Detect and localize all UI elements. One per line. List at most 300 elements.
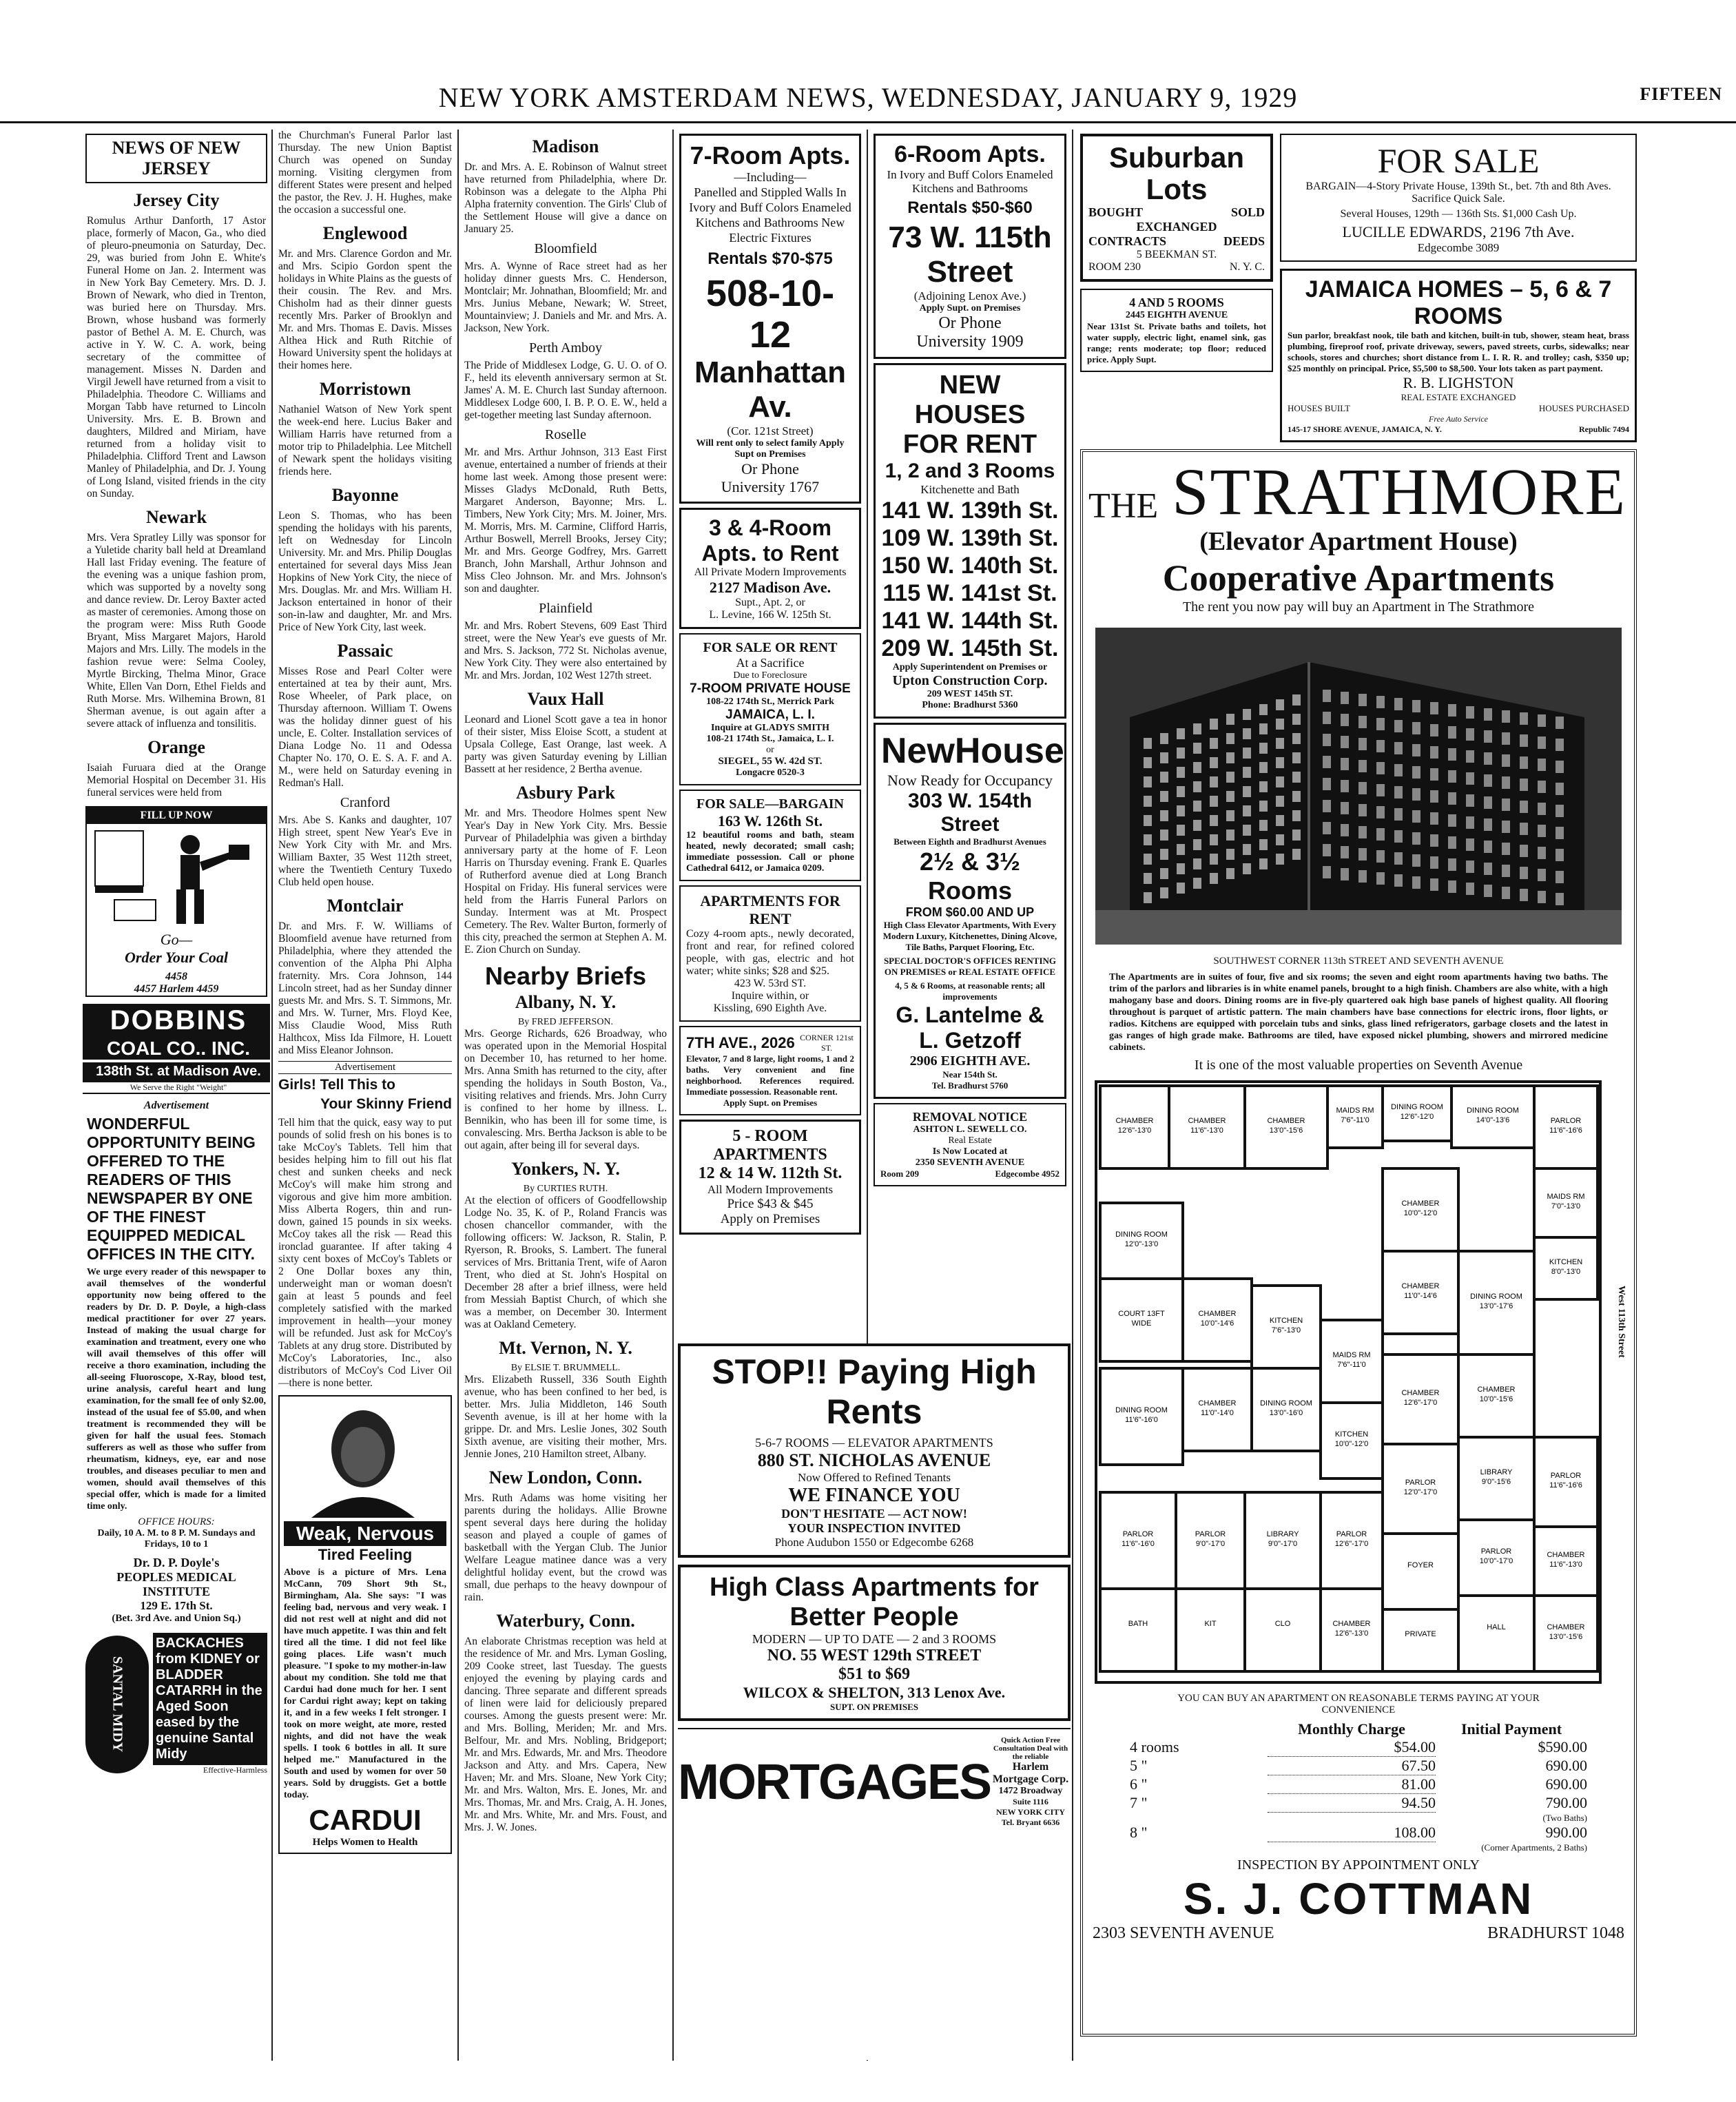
heading-montclair: Montclair	[327, 896, 404, 916]
mortgages-tel: Tel. Bryant 6636	[1001, 1817, 1060, 1827]
plan-room	[1245, 1589, 1321, 1671]
window	[1556, 893, 1564, 905]
window	[1556, 739, 1564, 751]
window	[1538, 714, 1546, 727]
suburban-sold: SOLD	[1230, 205, 1265, 219]
plan-room	[1100, 1589, 1176, 1671]
article-bloomfield: Mrs. A. Wynne of Race street had as her holiday dinner guests Mrs. C. Henderson, Montclair; Mr. Johnathan, Bloomfield; Mr. and Mrs. Junius Mebane, Newark; W. Street, Mountainview; J. Daniels and Mr. and Mrs. A. Jackson, New York.	[464, 260, 667, 334]
seventh-apply: Apply Supt. on Premises	[723, 1098, 818, 1108]
ad-jamaica-homes	[1280, 269, 1637, 442]
window	[1276, 699, 1284, 710]
newhouse-firm-2: L. Getzoff	[919, 1028, 1021, 1053]
window	[1341, 780, 1349, 792]
window	[1292, 830, 1301, 841]
window	[1259, 801, 1268, 812]
sale-addr: 108-22 174th St., Merrick Park	[706, 697, 834, 707]
five-apply: Apply on Premises	[720, 1212, 820, 1226]
six-adj: (Adjoining Lenox Ave.)	[913, 289, 1026, 302]
plan-room-label: CLO	[1274, 1620, 1291, 1628]
coal-phone-2: 4457 Harlem 4459	[134, 983, 219, 995]
house-address: 115 W. 141st St.	[882, 580, 1057, 606]
jamaica-text: Sun parlor, breakfast nook, tile bath and kitchen, built-in tub, shower, steam heat, brass plumbing, fireproof roof, private driveway, sewers, paved streets, curbs, sidewalks; near schools, stores and churches; short distance from L. I. R. R. and trolley; cash, $350 up; $25 monthly on principal. Price, $5,500 to $8,500. Your lots taken as part payment.	[1288, 330, 1629, 373]
santal-logo: SANTAL MIDY	[85, 1636, 149, 1773]
window	[1259, 743, 1268, 754]
bargain-addr: 163 W. 126th St.	[717, 812, 823, 830]
sale-phone: Longacre 0520-3	[736, 767, 805, 778]
plan-street-label: West 113th Street	[1616, 1286, 1626, 1358]
apts-text: Cozy 4-room apts., newly decorated, front and rear, for refined colored people, with gas, electric and hot water; white sinks; $28 and $25.	[686, 928, 854, 977]
window	[1376, 740, 1385, 752]
newhouse-tel: Tel. Bradhurst 5760	[931, 1080, 1009, 1091]
window	[1323, 690, 1331, 702]
price-initial: 690.00	[1545, 1775, 1587, 1793]
window	[1484, 863, 1492, 875]
plan-room-label: DINING ROOM 12'6"-12'0	[1391, 1103, 1443, 1121]
window	[1292, 694, 1301, 705]
window	[1556, 805, 1564, 817]
forsale-agent: LUCILLE EDWARDS, 2196 7th Ave.	[1342, 223, 1575, 240]
sale-prop: 7-ROOM PRIVATE HOUSE	[690, 681, 851, 696]
six-apply: Apply Supt. on Premises	[919, 303, 1021, 313]
window	[1430, 834, 1438, 847]
plan-room-label: CHAMBER 10'0"-14'6	[1198, 1310, 1237, 1328]
window	[1323, 756, 1331, 768]
suburban-addr: 5 BEEKMAN ST.	[1136, 249, 1217, 260]
plan-room-label: FOYER	[1407, 1561, 1434, 1569]
window	[1292, 810, 1301, 821]
advertisement-label: Advertisement	[143, 1100, 209, 1111]
heading-vaux-hall: Vaux Hall	[527, 689, 604, 709]
window	[1177, 786, 1185, 797]
window	[1466, 794, 1474, 807]
window	[1502, 710, 1510, 723]
ad-apartments-for-rent	[679, 885, 861, 1022]
strathmore-sub: (Elevator Apartment House)	[1199, 527, 1518, 556]
six-phone: University 1909	[916, 333, 1024, 351]
highclass-agent: WILCOX & SHELTON, 313 Lenox Ave.	[743, 1684, 1006, 1701]
plan-room-label: MAIDS RM 7'0"-13'0	[1547, 1193, 1585, 1210]
window	[1259, 762, 1268, 773]
dobbins-ad	[83, 1004, 270, 1094]
window	[1358, 870, 1367, 883]
window	[1144, 815, 1152, 826]
article-perth-amboy: The Pride of Middlesex Lodge, G. U. O. of O. F., held its eleventh anniversary sermon at St. James' A. M. E. Church last Sunday afternoon. Middlesex Lodge 600, I. B. P. O. E. W., held a get-together meeting last Sunday afternoon.	[464, 360, 667, 421]
suburban-room: ROOM 230	[1088, 261, 1141, 273]
plan-room-label: LIBRARY 9'0"-15'6	[1480, 1468, 1513, 1486]
institute-name: PEOPLES MEDICAL INSTITUTE	[116, 1570, 236, 1598]
window	[1502, 754, 1510, 767]
window	[1193, 839, 1201, 850]
column-4	[675, 130, 865, 1337]
window	[1484, 730, 1492, 743]
byline-yonkers: By CURTIES RUTH.	[523, 1184, 608, 1194]
window	[1292, 733, 1301, 744]
seven-street: Manhattan Av.	[694, 356, 846, 424]
window	[1394, 830, 1403, 843]
removal-room: Room 209	[880, 1168, 919, 1179]
window	[1520, 779, 1528, 791]
window	[1276, 776, 1284, 787]
window	[1538, 781, 1546, 793]
strathmore-coop: Cooperative Apartments	[1162, 557, 1555, 599]
window	[1226, 772, 1234, 783]
suburban-exchanged: EXCHANGED	[1136, 220, 1217, 234]
window	[1323, 822, 1331, 834]
article-bayonne: Leon S. Thomas, who has been spending the holidays with his parents, left on Wednesday for Lincoln University. Mr. and Mrs. Philip Douglas entertained for several days Miss Jean Hopkins of New York City, the niece of Mrs. Douglas. Mr. and Mrs. William H. Jackson entertained in honor of their son-in-law and daughter, Mr. and Mrs. Price of New York City, last week.	[278, 510, 452, 633]
window	[1144, 873, 1152, 884]
plan-room-label: CHAMBER 11'6"-13'0	[1547, 1551, 1585, 1569]
houses-head-2: FOR RENT	[902, 430, 1037, 459]
strathmore-terms: YOU CAN BUY AN APARTMENT ON REASONABLE TERMS PAYING AT YOUR CONVENIENCE	[1177, 1693, 1540, 1715]
article-montclair: Dr. and Mrs. F. W. Williams of Bloomfield avenue have returned from Philadelphia, where they attended the convention of the Alpha Phi Alpha fraternity. Mrs. Cora Johnson, 144 Lincoln street, had as her Sunday dinner guests Mr. and Mrs. S. T. Simmons, Mr. and Mrs. W. Turner, Mrs. Floyd Kee, Miss Claudie Wood, Miss Ruth Halthcox, Miss Ida Filmore, H. Louett and Miss Eleanor Johnson.	[278, 920, 452, 1056]
sale-or: or	[766, 745, 774, 755]
window	[1193, 801, 1201, 812]
stop-addr: 880 ST. NICHOLAS AVENUE	[757, 1450, 991, 1470]
four-text: Near 131st St. Private baths and toilets, hot water supply, electric light, enamel sink, gas range; rents moderate; top floor; reduced price. Apply Supt.	[1087, 321, 1266, 364]
masthead	[0, 81, 1736, 117]
window	[1484, 796, 1492, 809]
window	[1430, 768, 1438, 781]
newhouse-text: High Class Elevator Apartments, With Every Modern Luxury, Kitchenettes, Dining Alcove, Tile Baths, Parquet Flooring, Etc.	[882, 920, 1057, 952]
window	[1144, 892, 1152, 903]
house-address: 150 W. 140th St.	[881, 553, 1059, 579]
highclass-price: $51 to $69	[838, 1665, 910, 1683]
window	[1430, 724, 1438, 736]
window	[1448, 726, 1456, 739]
wide-ads	[678, 1343, 1071, 2060]
mortgages-head: MORTGAGES	[678, 1754, 991, 1810]
mortgages-suite: Suite 1116	[1013, 1797, 1048, 1806]
coal-order: Order Your Coal	[125, 949, 228, 966]
coal-go: Go—	[160, 931, 193, 948]
newhouse-near: Near 154th St.	[942, 1069, 998, 1080]
window	[1177, 844, 1185, 855]
four-head: 4 AND 5 ROOMS	[1129, 296, 1224, 309]
plan-room-label: MAIDS RM 7'6"-11'0	[1332, 1351, 1371, 1369]
dobbins-address: 138th St. at Madison Ave.	[83, 1062, 270, 1081]
heading-bayonne: Bayonne	[331, 485, 399, 505]
window	[1160, 791, 1168, 802]
window	[1341, 758, 1349, 770]
strathmore-addr: 2303 SEVENTH AVENUE	[1093, 1924, 1274, 1942]
price-monthly: 94.50	[1268, 1794, 1436, 1813]
window	[1520, 845, 1528, 857]
window	[1466, 861, 1474, 873]
window	[1484, 752, 1492, 765]
window	[1226, 849, 1234, 860]
article-skinny: Tell him that the quick, easy way to put pounds of solid fresh on his bones is to take McCoy's Tablets. Tell him that besides helping him to fill out his flat chest and sunken cheeks and neck McCoy's will make him strong and vigorous and give him more ambition. Miss Alberta Rogers, thin and run-down, gained 15 pounds in six weeks. McCoy takes all the risk — Read this ironclad guarantee. If after taking 4 sixty cent boxes of McCoy's Tablets or 2 One Dollar boxes any thin, underweight man or woman doesn't gain at least 5 pounds and feel completely satisfied with the marked improvement in health—your money will be refunded. Just ask for McCoy's Tablets at any drug store. Distributed by McCoy's Laboratories, Inc., also distributors of McCoy's Cod Liver Oil—there is none better.	[278, 1117, 452, 1389]
window	[1358, 738, 1367, 750]
window	[1144, 738, 1152, 749]
heading-roselle: Roselle	[545, 427, 586, 442]
plan-room-label: CHAMBER 10'0"-12'0	[1401, 1199, 1440, 1217]
plan-room-label: COURT 13FT WIDE	[1118, 1310, 1165, 1328]
coal-phone-1: 4458	[165, 971, 187, 982]
window	[1226, 868, 1234, 879]
window	[1292, 714, 1301, 725]
medical-headline: WONDERFUL OPPORTUNITY BEING OFFERED TO THE READERS OF THIS NEWSPAPER BY ONE OF THE FINEST EQUIPPED MEDICAL OFFICES IN THE CITY.	[87, 1115, 256, 1263]
plan-room-label: LIBRARY 9'0"-17'0	[1266, 1530, 1299, 1548]
window	[1193, 781, 1201, 792]
article-new-london: Mrs. Ruth Adams was home visiting her parents during the holidays. Allie Browne spent several days here during the holiday season and played a couple of games of basketball with the Yergan Club. The Junior Welfare League matinee dance was a very delightful holiday event, but the crowd was small, due perhaps to the heavy downpour of rain.	[464, 1492, 667, 1603]
bargain-text: 12 beautiful rooms and bath, steam heated, newly decorated; small cash; immediate possession. Call or phone Cathedral 6412, or Jamaica 0209.	[686, 830, 854, 874]
sale-city: JAMAICA, L. I.	[725, 708, 815, 722]
window	[1394, 786, 1403, 798]
removal-phone: Edgecombe 4952	[995, 1168, 1060, 1179]
window	[1556, 783, 1564, 795]
house-address: 109 W. 139th St.	[881, 525, 1059, 551]
ad-four-five-rooms	[1080, 289, 1273, 372]
window	[1538, 869, 1546, 881]
window	[1412, 788, 1420, 801]
price-monthly: 67.50	[1268, 1757, 1436, 1775]
plan-room-label: KITCHEN 7'6"-13'0	[1269, 1317, 1303, 1335]
stop-head: STOP!! Paying High Rents	[712, 1352, 1037, 1431]
price-rooms: 7 "	[1130, 1794, 1148, 1811]
window	[1502, 865, 1510, 877]
highclass-head-1: High Class Apartments for	[710, 1573, 1039, 1602]
window	[1466, 750, 1474, 763]
plan-room-label: PARLOR 12'0"-17'0	[1403, 1478, 1438, 1496]
plan-room-label: PARLOR 9'0"-17'0	[1195, 1530, 1226, 1548]
heading-nearby-briefs: Nearby Briefs	[484, 962, 647, 990]
dobbins-co: COAL CO.. INC.	[83, 1038, 270, 1060]
price-initial: 790.00	[1545, 1794, 1587, 1811]
suburban-bought: BOUGHT	[1088, 205, 1144, 219]
window	[1520, 801, 1528, 813]
window	[1376, 784, 1385, 796]
forsale-head: FOR SALE	[1377, 141, 1540, 180]
window	[1466, 838, 1474, 851]
window	[1520, 889, 1528, 901]
heading-asbury-park: Asbury Park	[516, 783, 615, 803]
sale-inq: Inquire at GLADYS SMITH	[710, 723, 830, 733]
plan-room-label: KIT	[1204, 1620, 1217, 1628]
stop-rooms: 5-6-7 ROOMS — ELEVATOR APARTMENTS	[755, 1436, 993, 1450]
article-asbury-park: Mr. and Mrs. Theodore Holmes spent New Year's Day in New York City. Mrs. Bessie Purvear of Philadelphia was given a birthday anniversary party at the home of F. Leon Harris on Thursday evening. Frank E. Quarles of Rutherford avenue died at Long Branch Hospital on Friday. His funeral services were held from the Harris Funeral Parlors on Sunday. Interment was at Mt. Prospect Cemetery. The Rev. Walter Burton, formerly of this city, preached the sermon at Stephen A. M. E. Zion Church on Sunday.	[464, 807, 667, 956]
window	[1412, 832, 1420, 845]
seven-phone: University 1767	[721, 478, 820, 495]
removal-firm: ASHTON L. SEWELL CO.	[913, 1124, 1027, 1135]
window	[1276, 719, 1284, 730]
santal-ad	[85, 1633, 267, 1775]
window	[1394, 698, 1403, 710]
window	[1341, 736, 1349, 748]
article-passaic: Misses Rose and Pearl Colter were entertained at tea by their aunt, Mrs. Rose Wheeler, of Park place, on Thursday afternoon. William T. Owens was the holiday dinner guest of his uncle, E. Colter. Installation services of Diana Lodge No. 11 and Odessa Chapter No. 170, O. E. S. A. F. and A. M., were held on Saturday evening in Redman's Hall.	[278, 666, 452, 789]
window	[1502, 798, 1510, 811]
suburban-head-2: Lots	[1146, 173, 1208, 205]
houses-list	[881, 497, 1059, 662]
ad-three-four-room	[679, 508, 861, 629]
window	[1323, 778, 1331, 790]
jamaica-purchased: HOUSES PURCHASED	[1538, 403, 1629, 413]
window	[1292, 849, 1301, 860]
price-note: (Corner Apartments, 2 Baths)	[1481, 1842, 1587, 1853]
article-jersey-city: Romulus Arthur Danforth, 17 Astor place, formerly of Macon, Ga., who died of pleuro-pneumonia on Saturday, Dec. 29, was buried from John E. White's Funeral Home on Jan. 2. Interment was in New York Bay Cemetery. Mrs. D. J. Brown of Newark, who died in Trenton, was buried here on Thursday. Mrs. Brown, whose husband was formerly pastor of Bethel A. M. E. Church, was active in Y. W. C. A. work, being secretary of the committee of management. Misses N. Darden and Virgil Jewell have returned from a visit to Philadelphia. Theodore C. Williams and Morgan Tabb have returned to Lincoln University. Mrs. E. B. Brown and daughters, Mildred and Miriam, have returned from a holiday visit to Philadelphia. Clifford Trent and Lawson Manley of Philadelphia, and Dr. J. Young of Long Island, visited friends in the city on Sunday.	[87, 215, 266, 499]
cardui-ad	[278, 1395, 452, 1854]
three-head-1: 3 & 4-Room	[709, 515, 831, 540]
seven-incl: —Including—	[734, 170, 807, 184]
strathmore-phone: BRADHURST 1048	[1487, 1924, 1624, 1942]
dobbins-name: DOBBINS	[83, 1004, 270, 1038]
window	[1323, 844, 1331, 856]
heading-cranford: Cranford	[340, 795, 391, 810]
article-albany: Mrs. George Richards, 626 Broadway, who was operated upon in the Memorial Hospital on December 10, has returned to her home. Mrs. Anna Smith has returned to the city, after spending the holidays in South Boston, Va., visiting relatives and friends. Mrs. John Curry is confined to her home by illness. L. Bennikin, who has been ill for some time, is convalescing. Mrs. Bertha Jackson is able to be out again, after being ill for several days.	[464, 1028, 667, 1151]
window	[1538, 825, 1546, 837]
plan-room	[1458, 1596, 1534, 1671]
plan-room	[1383, 1609, 1458, 1671]
ad-seventh-ave	[679, 1026, 861, 1115]
seven-or: Or Phone	[741, 460, 799, 477]
mortgages-addr: 1472 Broadway	[998, 1786, 1063, 1796]
window	[1226, 733, 1234, 744]
houses-head-1: NEW HOUSES	[914, 371, 1026, 429]
section-title: NEWS OF NEW JERSEY	[85, 134, 267, 183]
price-monthly: 108.00	[1268, 1824, 1436, 1842]
newhouse-special: SPECIAL DOCTOR'S OFFICES RENTING ON PREMISES or REAL ESTATE OFFICE	[883, 956, 1057, 977]
window	[1160, 830, 1168, 841]
plan-room-label: BATH	[1128, 1620, 1148, 1628]
window	[1144, 796, 1152, 807]
plan-room-label: DINING ROOM 13'0"-17'6	[1470, 1292, 1522, 1310]
window	[1193, 858, 1201, 869]
bargain-head: FOR SALE—BARGAIN	[696, 796, 844, 812]
plan-room	[1383, 1534, 1458, 1609]
jamaica-agent: R. B. LIGHSTON	[1403, 374, 1514, 391]
forsale-text-2: Several Houses, 129th — 136th Sts. $1,000 Cash Up.	[1340, 208, 1577, 220]
highclass-modern: MODERN — UP TO DATE — 2 and 3 ROOMS	[752, 1632, 997, 1646]
window	[1226, 810, 1234, 821]
window	[1448, 880, 1456, 893]
window	[1210, 854, 1218, 865]
column-5	[869, 130, 1071, 1337]
window	[1177, 728, 1185, 739]
three-alt: L. Levine, 166 W. 125th St.	[709, 609, 831, 621]
price-row	[1130, 1794, 1587, 1824]
suburban-head-1: Suburban	[1109, 141, 1244, 174]
window	[1341, 868, 1349, 880]
house-address: 141 W. 139th St.	[881, 497, 1059, 524]
window	[1259, 723, 1268, 734]
masthead-rule	[0, 121, 1736, 123]
skinny-head-1: Girls! Tell This to	[278, 1077, 395, 1093]
newhouse-faddr: 2906 EIGHTH AVE.	[909, 1053, 1031, 1069]
window	[1243, 825, 1251, 836]
window	[1448, 704, 1456, 717]
window	[1276, 757, 1284, 768]
seventh-head: 7TH AVE., 2026	[686, 1034, 795, 1051]
price-rooms: 5 "	[1130, 1757, 1148, 1774]
ad-bargain	[679, 790, 861, 881]
window	[1484, 885, 1492, 897]
highclass-head-2: Better People	[789, 1603, 959, 1631]
window	[1243, 805, 1251, 816]
window	[1243, 786, 1251, 797]
stop-inspection: YOUR INSPECTION INVITED	[787, 1521, 961, 1535]
ad-six-room	[874, 134, 1066, 359]
window	[1520, 712, 1528, 725]
window	[1556, 849, 1564, 861]
window	[1430, 812, 1438, 825]
apts-head: APARTMENTS FOR RENT	[700, 892, 840, 927]
byline-mt-vernon: By ELSIE T. BRUMMELL.	[510, 1363, 621, 1373]
apts-addr: 423 W. 53rd ST.	[734, 978, 807, 989]
ad-stop-paying	[678, 1343, 1071, 1558]
stop-dont: DON'T HESITATE — ACT NOW!	[781, 1507, 967, 1521]
window	[1144, 834, 1152, 845]
window	[1376, 828, 1385, 841]
window	[1323, 800, 1331, 812]
jamaica-re: REAL ESTATE EXCHANGED	[1401, 392, 1516, 402]
ad-for-sale	[1280, 134, 1637, 262]
apts-alt: Kissling, 690 Eighth Ave.	[713, 1002, 827, 1014]
houses-addr: 209 WEST 145th ST.	[927, 689, 1013, 699]
six-head: 6-Room Apts.	[894, 141, 1046, 167]
window	[1210, 738, 1218, 749]
price-note: (Two Baths)	[1542, 1813, 1587, 1823]
window	[1412, 744, 1420, 756]
plan-room-label: PARLOR 11'6"-16'6	[1549, 1117, 1582, 1135]
window	[1193, 762, 1201, 773]
price-initial: $590.00	[1538, 1738, 1587, 1755]
column-rule	[1072, 130, 1073, 2061]
column-3	[460, 130, 671, 2061]
window	[1210, 776, 1218, 787]
window	[1448, 770, 1456, 783]
plan-room-label: PARLOR 10'0"-17'0	[1479, 1547, 1513, 1565]
article-englewood: Mr. and Mrs. Clarence Gordon and Mr. and Mrs. Scipio Gordon spent the holidays in White Plains as the guests of their cousin. The Rev. and Mrs. Chisholm had as their dinner guests recently Mrs. Parker of Brooklyn and Mr. and Mrs. Thomas E. Davis. Misses Althea Hick and Ruth Ritchie of Howard University spent the holidays at their homes here.	[278, 248, 452, 371]
window	[1292, 772, 1301, 783]
window	[1341, 824, 1349, 836]
heading-jersey-city: Jersey City	[133, 190, 220, 210]
medical-body: We urge every reader of this newspaper to avail themselves of the wonderful opportunity now being offered to the readers by Dr. D. P. Doyle, a high-class medical practitioner for over 27 years. Instead of making the usual charge for examination and treatment, every one who will avail themselves of this offer will receive a thoro examination, including the all-seeing Fluoroscope, X-Ray, blood test, urine analysis, careful heart and lung examination, for the small fee of only $2.00, instead of the usual fee of $5.00, and when treatment is recommended they will be given for half the usual fees. Stomach sufferers as well as those who suffer from rheumatism, kidneys, eye, ear and nose troubles, and diseases peculiar to men and women, should avail themselves of this special offer, which is made for a limited time only.	[87, 1267, 266, 1512]
window	[1358, 848, 1367, 861]
plan-room-label: CHAMBER 12'6"-17'0	[1401, 1389, 1440, 1407]
article-newark: Mrs. Vera Spratley Lilly was sponsor for a Yuletide charity ball held at Dreamland Hall last Friday evening. The feature of the evening was a unique fashion prom, which was supported by a novelty song and dance review. Dr. Leroy Baxter acted as master of ceremonies. Among those on the program were: Miss Ruth Goode Bryant, Miss Margaret Majors, Harold Majors and Mrs. Lilly. The models in the fashion revue were: Selma Cooley, Myrtle Bircking, Thelma Minor, Grace White, Ellen Van Dorn, Ethel Fields and Ruth Morse. Mrs. Wilhemina Brown, 81 Sherman avenue, is out again after a severe attack of influenza and tonsilitis.	[87, 532, 266, 730]
price-monthly: 81.00	[1268, 1775, 1436, 1794]
window	[1210, 815, 1218, 826]
sale-siegel: SIEGEL, 55 W. 42d ST.	[718, 756, 823, 767]
window	[1394, 720, 1403, 732]
window	[1358, 826, 1367, 838]
ad-strathmore	[1080, 449, 1637, 2037]
cardui-text: Above is a picture of Mrs. Lena McCann, 709 Short 9th St., Birmingham, Ala. She says: "I was feeling bad, nervous and very weak. I did not rest well at night and did not have much appetite. I was thin and felt tired all the time. I did not feel like going places. Life wasn't much pleasure. "I spoke to my mother-in-law about my condition. She told me that Cardui had done much for her. I sent for Cardui right away; kept on taking it, and in a few weeks I felt stronger. I took on more weight, ate more, rested nights, and did not have the weak spells. I took 6 bottles in all. It sure helped me." Manufactured in the South and used by women for over 50 years. Sold by druggists. Get a bottle today.	[284, 1567, 446, 1800]
column-rule	[271, 130, 273, 2061]
article-roselle: Mr. and Mrs. Arthur Johnson, 313 East First avenue, entertained a number of friends at their home last week. Among those present were: Misses Gladys McDonald, Ruth Betts, Margaret Anderson, Bayonne; Mrs. L. Timbers, New York City; Mrs. M. Joiner, Mrs. M. Morris, Mrs. M. Carmine, Clifford Harris, Arthur Boswell, Merrell Brooks, Jersey City; Mr. and Mrs. George Godfrey, Mrs. Garrett Branch, John Marshall, Arthur Johnson and Miss Cleo Johnson. Mr. and Mrs. Johnson's son and daughter.	[464, 446, 667, 595]
plan-room-label: CHAMBER 12'6"-13'0	[1115, 1117, 1154, 1135]
window	[1177, 748, 1185, 759]
ad-removal-notice	[874, 1103, 1066, 1186]
window	[1538, 759, 1546, 771]
window	[1358, 804, 1367, 816]
window	[1466, 816, 1474, 829]
jamaica-phone: Republic 7494	[1578, 424, 1629, 434]
window	[1466, 883, 1474, 895]
seventh-text: Elevator, 7 and 8 large, light rooms, 1 and 2 baths. Very convenient and fine neighborhood. References required. Immediate possession. Reasonable rent.	[686, 1053, 854, 1097]
plan-room-label: PARLOR 12'6"-17'0	[1334, 1530, 1369, 1548]
window	[1358, 694, 1367, 706]
column-rule	[672, 130, 674, 2061]
window	[1484, 708, 1492, 721]
seven-note: Will rent only to select family Apply Supt on Premises	[696, 438, 845, 460]
plan-room-label: DINING ROOM 11'6"-16'0	[1115, 1406, 1168, 1424]
ad-high-class	[678, 1565, 1071, 1721]
window	[1556, 827, 1564, 839]
plan-room-label: CHAMBER 12'6"-13'0	[1332, 1620, 1371, 1638]
window	[1160, 772, 1168, 783]
plan-room-label: CHAMBER 11'0"-14'0	[1198, 1399, 1237, 1417]
price-rooms: 4 rooms	[1130, 1738, 1179, 1755]
